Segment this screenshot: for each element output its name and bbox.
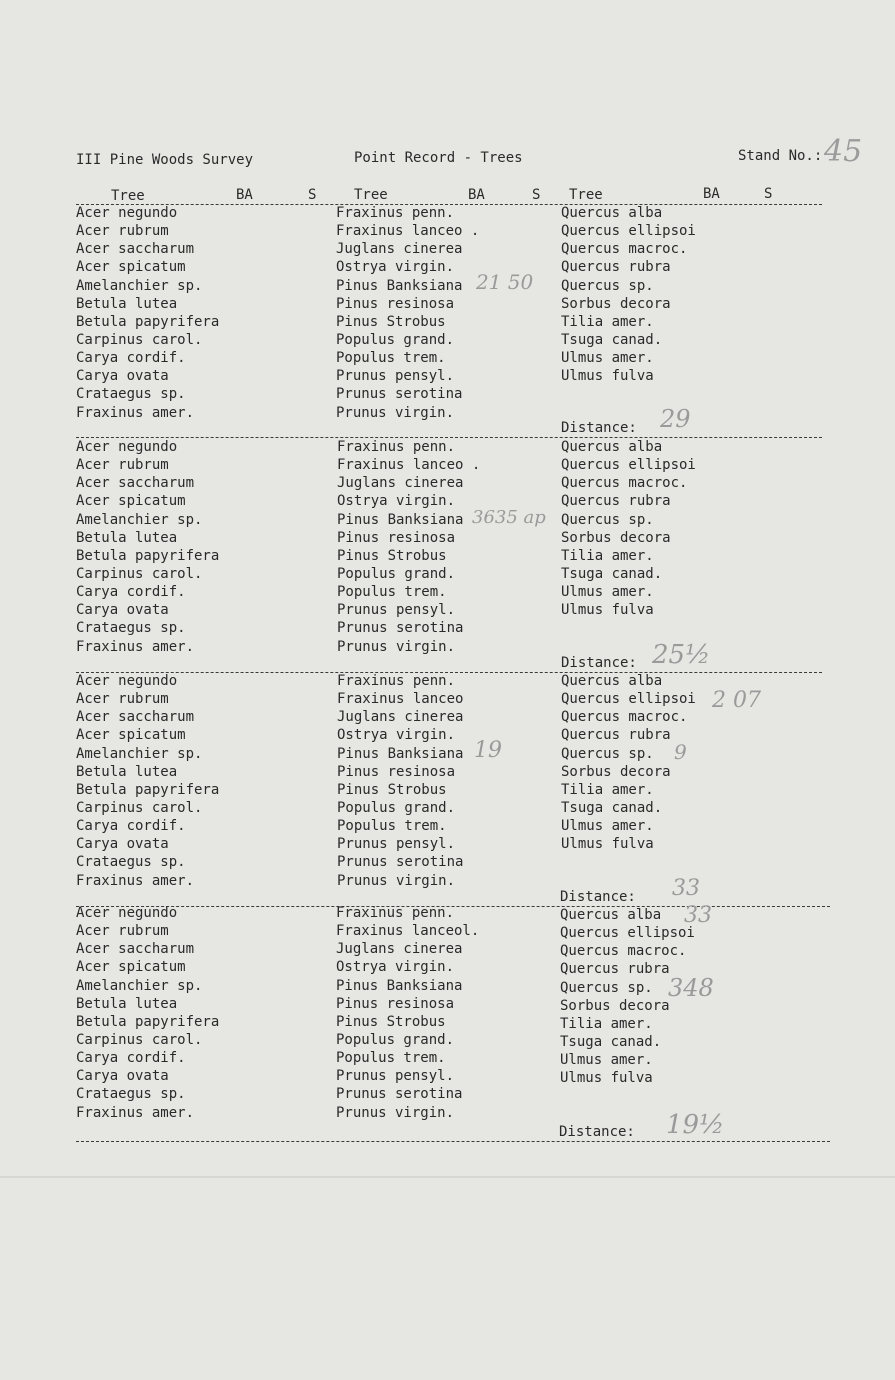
species-entry: Acer saccharum [76,709,195,726]
species-entry: Populus grand. [336,1031,455,1048]
species-entry: Carya cordif. [76,350,186,367]
species-entry: Juglans cinerea [337,475,464,492]
species-entry: Pinus resinosa [336,295,455,312]
species-entry: Fraxinus amer. [76,1104,195,1121]
species-entry: Quercus alba [561,673,663,689]
species-entry: Amelanchier sp. [76,977,203,994]
species-entry: Acer negundo [76,673,178,689]
species-entry: Carya cordif. [76,584,186,601]
species-entry: Pinus Banksiana [336,977,463,994]
species-entry: Prunus serotina [337,620,464,637]
species-entry: Quercus rubra [561,493,671,510]
species-entry: Ulmus amer. [561,584,654,601]
species-entry: Carya ovata [76,368,169,385]
species-entry: Ulmus fulva [561,368,654,385]
species-entry: Quercus rubra [561,727,671,744]
species-entry: Carpinus carol. [76,331,203,348]
col3-tree-header: Tree [569,187,603,203]
block3-banksiana-note: 19 [474,738,502,763]
species-entry: Juglans cinerea [337,709,464,726]
col1-ba-header: BA [236,187,253,203]
species-entry: Ostrya virgin. [337,727,456,744]
species-entry: Tilia amer. [560,1015,653,1032]
species-entry: Acer rubrum [76,923,169,940]
record-title: Point Record - Trees [354,150,523,166]
species-entry: Quercus ellipsoi [560,925,695,942]
species-entry: Betula papyrifera [76,781,220,798]
species-entry: Tilia amer. [561,547,654,564]
species-entry: Fraxinus amer. [76,872,195,889]
species-entry: Fraxinus penn. [336,205,455,221]
species-entry: Fraxinus penn. [337,673,456,689]
survey-title: III Pine Woods Survey [76,152,254,168]
species-entry: Acer saccharum [76,941,195,958]
species-entry: Quercus rubra [560,961,670,978]
block3-ellipsoi-note: 2 07 [712,688,761,713]
species-entry: Carya cordif. [76,1050,186,1067]
species-entry: Pinus Banksiana [336,277,463,294]
species-entry: Populus grand. [336,331,455,348]
species-entry: Prunus virgin. [336,404,455,421]
species-entry: Amelanchier sp. [76,745,203,762]
block1-col1 [76,204,219,422]
species-entry: Ulmus fulva [561,602,654,619]
block1-col3 [561,204,696,385]
species-entry: Betula papyrifera [76,1013,220,1030]
species-entry: Fraxinus penn. [337,439,456,455]
species-entry: Quercus ellipsoi [561,223,696,240]
species-entry: Crataegus sp. [76,620,186,637]
species-entry: Tilia amer. [561,781,654,798]
species-entry: Prunus pensyl. [336,1068,455,1085]
species-entry: Ulmus amer. [561,350,654,367]
species-entry: Acer saccharum [76,475,195,492]
species-entry: Acer saccharum [76,241,195,258]
species-entry: Carya cordif. [76,818,186,835]
species-entry: Populus grand. [337,565,456,582]
species-entry: Ostrya virgin. [337,493,456,510]
block4-col1 [76,904,219,1122]
species-entry: Tsuga canad. [561,799,663,816]
species-entry: Populus grand. [337,799,456,816]
species-entry: Quercus sp. [560,979,653,996]
species-entry: Juglans cinerea [336,241,463,258]
species-entry: Prunus serotina [336,386,463,403]
species-entry: Carpinus carol. [76,565,203,582]
block4-col2 [336,904,479,1122]
species-entry: Prunus virgin. [337,638,456,655]
species-entry: Quercus macroc. [561,709,688,726]
species-entry: Crataegus sp. [76,386,186,403]
col2-s-header: S [532,187,541,203]
species-entry: Acer spicatum [76,959,186,976]
species-entry: Pinus Strobus [336,313,446,330]
block4-dashed-rule [76,1141,830,1142]
species-entry: Carya ovata [76,1068,169,1085]
species-entry: Populus trem. [337,584,447,601]
species-entry: Betula lutea [76,529,178,546]
block1-col2 [336,204,479,422]
species-entry: Acer rubrum [76,691,169,708]
species-entry: Carpinus carol. [76,1031,203,1048]
species-entry: Pinus Banksiana [337,511,464,528]
species-entry: Pinus resinosa [336,995,455,1012]
species-entry: Betula lutea [76,995,178,1012]
block3-quercus-sp-note: 9 [674,740,687,764]
block3-distance-value: 33 [672,876,700,901]
species-entry: Sorbus decora [561,295,671,312]
species-entry: Quercus sp. [561,511,654,528]
block2-distance-value: 25½ [652,640,711,670]
species-entry: Quercus ellipsoi [561,691,696,708]
species-entry: Crataegus sp. [76,1086,186,1103]
col2-ba-header: BA [468,187,485,203]
species-entry: Ulmus fulva [560,1070,653,1087]
paper-fold-line [0,1176,895,1178]
species-entry: Fraxinus penn. [336,905,455,921]
species-entry: Sorbus decora [561,529,671,546]
species-entry: Betula papyrifera [76,313,220,330]
species-entry: Prunus virgin. [337,872,456,889]
species-entry: Quercus alba [561,439,663,455]
species-entry: Ulmus amer. [560,1052,653,1069]
block3-distance-label: Distance: [560,889,636,905]
species-entry: Prunus pensyl. [336,368,455,385]
species-entry: Acer negundo [76,905,178,921]
species-entry: Pinus Banksiana [337,745,464,762]
species-entry: Pinus resinosa [337,529,456,546]
col3-s-header: S [764,186,773,202]
species-entry: Ostrya virgin. [336,259,455,276]
species-entry: Quercus alba [561,205,663,221]
species-entry: Carya ovata [76,836,169,853]
species-entry: Prunus pensyl. [337,836,456,853]
species-entry: Carpinus carol. [76,799,203,816]
species-entry: Betula lutea [76,763,178,780]
stand-number-handwritten: 45 [824,134,863,169]
block1-distance-value: 29 [660,405,691,433]
species-entry: Amelanchier sp. [76,277,203,294]
species-entry: Populus trem. [336,1050,446,1067]
species-entry: Quercus macroc. [561,475,688,492]
block3-col2 [337,672,463,890]
species-entry: Quercus sp. [561,277,654,294]
block2-col3 [561,438,696,619]
species-entry: Quercus rubra [561,259,671,276]
species-entry: Acer spicatum [76,493,186,510]
species-entry: Tsuga canad. [561,565,663,582]
species-entry: Acer spicatum [76,727,186,744]
species-entry: Tsuga canad. [561,331,663,348]
species-entry: Crataegus sp. [76,854,186,871]
species-entry: Acer spicatum [76,259,186,276]
species-entry: Fraxinus lanceo . [337,457,481,474]
species-entry: Fraxinus lanceol. [336,923,480,940]
species-entry: Prunus serotina [336,1086,463,1103]
species-entry: Prunus serotina [337,854,464,871]
species-entry: Pinus resinosa [337,763,456,780]
block2-col2 [337,438,480,656]
species-entry: Carya ovata [76,602,169,619]
species-entry: Quercus ellipsoi [561,457,696,474]
species-entry: Acer rubrum [76,223,169,240]
species-entry: Populus trem. [336,350,446,367]
species-entry: Betula lutea [76,295,178,312]
species-entry: Pinus Strobus [336,1013,446,1030]
species-entry: Acer rubrum [76,457,169,474]
col2-tree-header: Tree [354,187,388,203]
species-entry: Tilia amer. [561,313,654,330]
species-entry: Ulmus fulva [561,836,654,853]
species-entry: Sorbus decora [561,763,671,780]
block2-distance-label: Distance: [561,655,637,671]
col1-tree-header: Tree [111,188,145,204]
species-entry: Quercus alba [560,907,662,923]
species-entry: Quercus macroc. [560,943,687,960]
block1-banksiana-note: 21 50 [476,270,534,294]
species-entry: Ulmus amer. [561,818,654,835]
species-entry: Acer negundo [76,439,178,455]
block2-banksiana-note: 3635 ap [472,507,546,528]
col3-ba-header: BA [703,186,720,202]
block4-alba-note: 33 [684,903,712,928]
species-entry: Juglans cinerea [336,941,463,958]
species-entry: Quercus macroc. [561,241,688,258]
block4-distance-label: Distance: [559,1124,635,1140]
col1-s-header: S [308,187,317,203]
species-entry: Fraxinus amer. [76,404,195,421]
species-entry: Amelanchier sp. [76,511,203,528]
species-entry: Quercus sp. [561,745,654,762]
block3-col1 [76,672,219,890]
species-entry: Fraxinus amer. [76,638,195,655]
block4-distance-value: 19½ [666,1110,725,1140]
block4-quercus-sp-note: 348 [668,974,714,1002]
species-entry: Acer negundo [76,205,178,221]
block1-distance-label: Distance: [561,420,637,436]
species-entry: Prunus pensyl. [337,602,456,619]
stand-label: Stand No.: [738,148,823,164]
species-entry: Populus trem. [337,818,447,835]
species-entry: Prunus virgin. [336,1104,455,1121]
species-entry: Fraxinus lanceo . [336,223,480,240]
species-entry: Betula papyrifera [76,547,220,564]
species-entry: Ostrya virgin. [336,959,455,976]
species-entry: Pinus Strobus [337,781,447,798]
species-entry: Pinus Strobus [337,547,447,564]
species-entry: Fraxinus lanceo [337,691,464,708]
block2-col1 [76,438,219,656]
species-entry: Tsuga canad. [560,1033,662,1050]
species-entry: Sorbus decora [560,997,670,1014]
